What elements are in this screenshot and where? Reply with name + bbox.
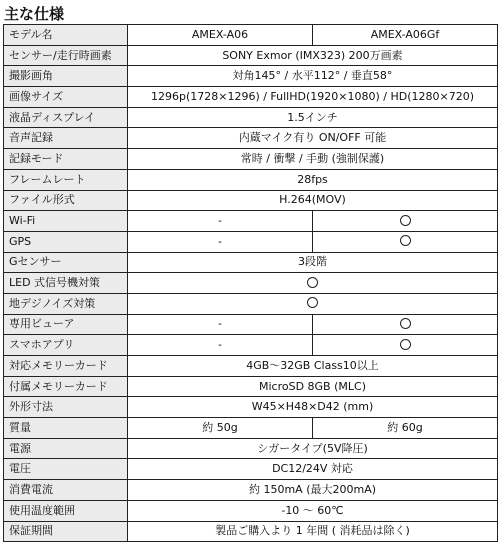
supported-circle-icon (400, 339, 411, 350)
table-row (4, 356, 498, 377)
row-label: 質量 (4, 418, 128, 439)
row-value-a06gf (313, 335, 498, 356)
table-row (4, 480, 498, 501)
row-label: ファイル形式 (4, 190, 128, 211)
table-row (4, 190, 498, 211)
row-label: Wi-Fi (4, 211, 128, 232)
table-row (4, 521, 498, 542)
row-value: H.264(MOV) (128, 190, 498, 211)
row-label: 電源 (4, 438, 128, 459)
table-row (4, 211, 498, 232)
row-value: SONY Exmor (IMX323) 200万画素 (128, 45, 498, 66)
row-label: 電圧 (4, 459, 128, 480)
table-row (4, 500, 498, 521)
table-row (4, 438, 498, 459)
row-label: スマホアプリ (4, 335, 128, 356)
row-label: 地デジノイズ対策 (4, 293, 128, 314)
page-title: 主な仕様 (4, 5, 65, 23)
row-label: Gセンサー (4, 252, 128, 273)
row-value: MicroSD 8GB (MLC) (128, 376, 498, 397)
row-label: LED 式信号機対策 (4, 273, 128, 294)
row-value-a06gf: 約 60g (313, 418, 498, 439)
supported-circle-icon (400, 235, 411, 246)
row-value (128, 273, 498, 294)
row-label: 保証期間 (4, 521, 128, 542)
table-row (4, 459, 498, 480)
row-label: フレームレート (4, 169, 128, 190)
row-value-a06: - (128, 335, 313, 356)
table-row (4, 169, 498, 190)
table-row (4, 335, 498, 356)
row-label: 画像サイズ (4, 87, 128, 108)
row-value: シガータイプ(5V降圧) (128, 438, 498, 459)
table-row (4, 293, 498, 314)
row-value-a06: - (128, 314, 313, 335)
supported-circle-icon (307, 277, 318, 288)
row-label: 対応メモリーカード (4, 356, 128, 377)
row-value: W45×H48×D42 (mm) (128, 397, 498, 418)
row-label: 液晶ディスプレイ (4, 107, 128, 128)
supported-circle-icon (307, 297, 318, 308)
row-label: 専用ビューア (4, 314, 128, 335)
row-value: 対角145° / 水平112° / 垂直58° (128, 66, 498, 87)
row-label: 付属メモリーカード (4, 376, 128, 397)
row-value-a06: - (128, 211, 313, 232)
row-label: GPS (4, 231, 128, 252)
row-label: 記録モード (4, 149, 128, 170)
table-row (4, 87, 498, 108)
table-row (4, 314, 498, 335)
row-label: 音声記録 (4, 128, 128, 149)
row-value: 製品ご購入より 1 年間 ( 消耗品は除く) (128, 521, 498, 542)
model-name-a06: AMEX-A06 (128, 25, 313, 46)
table-row (4, 231, 498, 252)
table-row (4, 397, 498, 418)
table-row (4, 376, 498, 397)
row-value: 28fps (128, 169, 498, 190)
row-value-a06gf (313, 231, 498, 252)
supported-circle-icon (400, 215, 411, 226)
row-value: 1.5インチ (128, 107, 498, 128)
table-row (4, 128, 498, 149)
row-value-a06: - (128, 231, 313, 252)
table-row (4, 273, 498, 294)
supported-circle-icon (400, 318, 411, 329)
table-row (4, 107, 498, 128)
table-row (4, 149, 498, 170)
row-value-a06gf (313, 211, 498, 232)
spec-table (3, 24, 498, 542)
row-label: 撮影画角 (4, 66, 128, 87)
row-value: -10 ～ 60℃ (128, 500, 498, 521)
row-label: 使用温度範囲 (4, 500, 128, 521)
row-value: 1296p(1728×1296) / FullHD(1920×1080) / HD(1280×720) (128, 87, 498, 108)
table-row (4, 45, 498, 66)
table-row (4, 66, 498, 87)
row-value-a06gf (313, 314, 498, 335)
row-value: 3段階 (128, 252, 498, 273)
row-value: DC12/24V 対応 (128, 459, 498, 480)
model-name-a06gf: AMEX-A06Gf (313, 25, 498, 46)
row-value (128, 293, 498, 314)
row-value: 約 150mA (最大200mA) (128, 480, 498, 501)
row-value: 4GB～32GB Class10以上 (128, 356, 498, 377)
row-label: モデル名 (4, 25, 128, 46)
row-value: 内蔵マイク有り ON/OFF 可能 (128, 128, 498, 149)
table-row (4, 252, 498, 273)
table-row-model (4, 25, 498, 46)
row-label: センサー/走行時画素 (4, 45, 128, 66)
table-row (4, 418, 498, 439)
row-label: 消費電流 (4, 480, 128, 501)
row-label: 外形寸法 (4, 397, 128, 418)
row-value: 常時 / 衝撃 / 手動 (強制保護) (128, 149, 498, 170)
row-value-a06: 約 50g (128, 418, 313, 439)
